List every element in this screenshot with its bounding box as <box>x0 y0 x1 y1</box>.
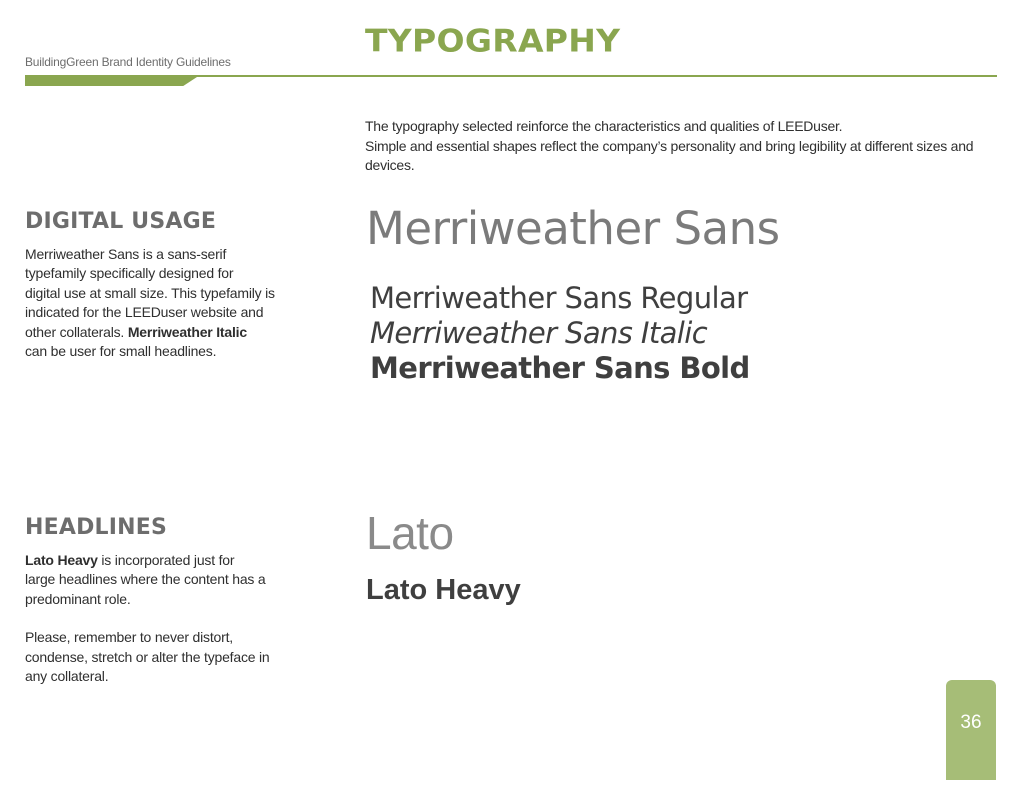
merriweather-variants <box>370 281 750 386</box>
section-title: TYPOGRAPHY <box>365 22 621 60</box>
body-bold-text: Merriweather Italic <box>127 323 247 340</box>
body-text: is incorporated just for <box>97 552 235 568</box>
merriweather-sans-specimen: Merriweather Sans <box>366 202 780 255</box>
header-rule <box>25 75 997 77</box>
headlines-body <box>25 551 290 686</box>
page-number: 36 <box>960 712 982 733</box>
body-line: Please, remember to never distort, <box>25 629 233 646</box>
body-line: indicated for the LEEDuser website and <box>25 304 264 321</box>
lato-specimen: Lato <box>366 507 454 559</box>
body-line: any collateral. <box>25 668 109 685</box>
body-line <box>25 551 290 570</box>
headlines-heading: HEADLINES <box>25 515 168 540</box>
body-bold-text: Lato Heavy <box>25 552 98 568</box>
body-line: typefamily specifically designed for <box>25 265 234 282</box>
intro-line: Simple and essential shapes reflect the company’s personality and bring legibility at different sizes and <box>365 137 974 154</box>
body-line: Merriweather Sans is a sans-serif <box>25 246 227 262</box>
intro-line: The typography selected reinforce the characteristics and qualities of LEEDuser. <box>365 118 843 134</box>
document-title: BuildingGreen Brand Identity Guidelines <box>25 55 231 69</box>
body-line: can be user for small headlines. <box>25 343 217 360</box>
merriweather-italic-specimen: Merriweather Sans Italic <box>370 316 708 350</box>
body-line: large headlines where the content has a <box>25 571 266 588</box>
digital-usage-heading: DIGITAL USAGE <box>25 209 217 234</box>
merriweather-bold-specimen: Merriweather Sans Bold <box>370 351 750 385</box>
intro-paragraph <box>365 117 995 176</box>
lato-heavy-specimen: Lato Heavy <box>366 574 521 606</box>
body-line <box>25 323 290 342</box>
body-line: digital use at small size. This typefamily is <box>25 284 275 301</box>
body-line: predominant role. <box>25 590 131 607</box>
body-text: other collaterals. <box>25 323 128 340</box>
header-accent-tab <box>25 77 197 86</box>
intro-line: devices. <box>365 157 415 173</box>
digital-usage-body <box>25 245 290 361</box>
body-line: condense, stretch or alter the typeface in <box>25 648 270 665</box>
merriweather-regular-specimen: Merriweather Sans Regular <box>370 281 748 315</box>
